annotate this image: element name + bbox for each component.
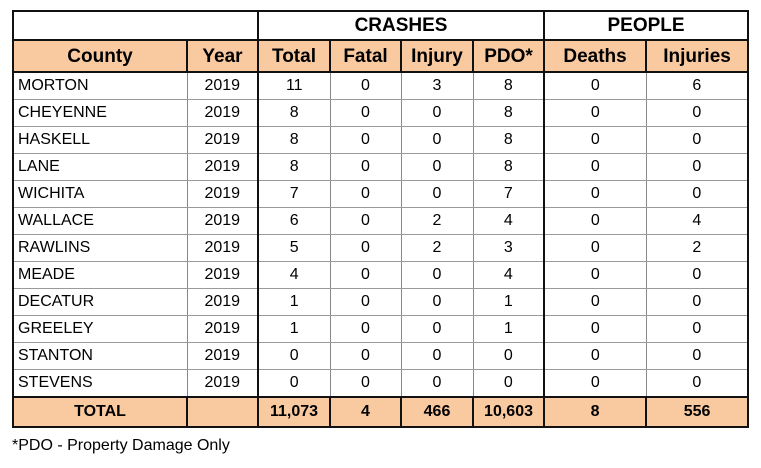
cell-injury: 0 [401, 154, 473, 181]
cell-county: WICHITA [13, 181, 187, 208]
total-crashes: 11,073 [258, 397, 330, 427]
cell-injury: 0 [401, 370, 473, 398]
table-row [13, 72, 748, 100]
cell-injuries: 0 [646, 370, 748, 398]
table-row [13, 154, 748, 181]
cell-county: GREELEY [13, 316, 187, 343]
cell-fatal: 0 [330, 262, 401, 289]
people-group-header: PEOPLE [544, 11, 748, 40]
cell-injury: 0 [401, 181, 473, 208]
col-header-injuries: Injuries [646, 40, 748, 72]
crash-table [12, 10, 749, 428]
table-row [13, 127, 748, 154]
cell-deaths: 0 [544, 72, 646, 100]
cell-pdo: 0 [473, 343, 544, 370]
cell-year: 2019 [187, 72, 258, 100]
cell-deaths: 0 [544, 235, 646, 262]
cell-deaths: 0 [544, 343, 646, 370]
cell-pdo: 8 [473, 100, 544, 127]
cell-injury: 2 [401, 235, 473, 262]
cell-county: LANE [13, 154, 187, 181]
cell-deaths: 0 [544, 127, 646, 154]
column-header-row [13, 40, 748, 72]
cell-county: CHEYENNE [13, 100, 187, 127]
col-header-deaths: Deaths [544, 40, 646, 72]
cell-deaths: 0 [544, 181, 646, 208]
col-header-total: Total [258, 40, 330, 72]
table-row [13, 235, 748, 262]
cell-fatal: 0 [330, 72, 401, 100]
cell-deaths: 0 [544, 289, 646, 316]
cell-county: MEADE [13, 262, 187, 289]
cell-pdo: 1 [473, 316, 544, 343]
cell-fatal: 0 [330, 208, 401, 235]
col-header-fatal: Fatal [330, 40, 401, 72]
cell-year: 2019 [187, 181, 258, 208]
table-row [13, 343, 748, 370]
total-fatal: 4 [330, 397, 401, 427]
cell-deaths: 0 [544, 100, 646, 127]
cell-year: 2019 [187, 316, 258, 343]
cell-county: DECATUR [13, 289, 187, 316]
total-injury: 466 [401, 397, 473, 427]
cell-county: HASKELL [13, 127, 187, 154]
cell-fatal: 0 [330, 100, 401, 127]
cell-total: 8 [258, 154, 330, 181]
cell-fatal: 0 [330, 127, 401, 154]
table-row [13, 370, 748, 398]
cell-pdo: 8 [473, 72, 544, 100]
cell-injuries: 0 [646, 100, 748, 127]
cell-pdo: 0 [473, 370, 544, 398]
cell-pdo: 7 [473, 181, 544, 208]
cell-injury: 0 [401, 127, 473, 154]
cell-injury: 0 [401, 262, 473, 289]
cell-deaths: 0 [544, 316, 646, 343]
cell-pdo: 4 [473, 262, 544, 289]
crashes-group-header: CRASHES [258, 11, 544, 40]
cell-pdo: 8 [473, 154, 544, 181]
cell-injury: 2 [401, 208, 473, 235]
cell-total: 6 [258, 208, 330, 235]
total-year [187, 397, 258, 427]
cell-fatal: 0 [330, 235, 401, 262]
cell-deaths: 0 [544, 154, 646, 181]
cell-deaths: 0 [544, 208, 646, 235]
cell-injury: 0 [401, 316, 473, 343]
cell-year: 2019 [187, 343, 258, 370]
cell-injuries: 0 [646, 343, 748, 370]
cell-total: 8 [258, 100, 330, 127]
cell-total: 1 [258, 316, 330, 343]
table-row [13, 316, 748, 343]
total-deaths: 8 [544, 397, 646, 427]
cell-deaths: 0 [544, 262, 646, 289]
cell-injuries: 0 [646, 289, 748, 316]
cell-year: 2019 [187, 370, 258, 398]
cell-injuries: 0 [646, 127, 748, 154]
cell-total: 0 [258, 343, 330, 370]
cell-total: 0 [258, 370, 330, 398]
table-row [13, 208, 748, 235]
cell-total: 1 [258, 289, 330, 316]
cell-year: 2019 [187, 262, 258, 289]
cell-pdo: 3 [473, 235, 544, 262]
cell-injury: 3 [401, 72, 473, 100]
table-body [13, 72, 748, 397]
cell-year: 2019 [187, 154, 258, 181]
cell-injuries: 2 [646, 235, 748, 262]
cell-fatal: 0 [330, 316, 401, 343]
cell-fatal: 0 [330, 370, 401, 398]
cell-injuries: 6 [646, 72, 748, 100]
cell-county: RAWLINS [13, 235, 187, 262]
cell-year: 2019 [187, 289, 258, 316]
cell-county: STANTON [13, 343, 187, 370]
cell-injuries: 4 [646, 208, 748, 235]
cell-injuries: 0 [646, 316, 748, 343]
cell-total: 4 [258, 262, 330, 289]
cell-fatal: 0 [330, 289, 401, 316]
cell-pdo: 4 [473, 208, 544, 235]
group-header-row [13, 11, 748, 40]
cell-injury: 0 [401, 100, 473, 127]
total-row [13, 397, 748, 427]
cell-fatal: 0 [330, 154, 401, 181]
blank-header-cell [13, 11, 258, 40]
cell-total: 8 [258, 127, 330, 154]
cell-county: STEVENS [13, 370, 187, 398]
cell-injury: 0 [401, 289, 473, 316]
footnote: *PDO - Property Damage Only [12, 437, 230, 454]
table-row [13, 289, 748, 316]
cell-total: 11 [258, 72, 330, 100]
cell-year: 2019 [187, 100, 258, 127]
col-header-county: County [13, 40, 187, 72]
total-label: TOTAL [13, 397, 187, 427]
cell-injuries: 0 [646, 181, 748, 208]
cell-injuries: 0 [646, 262, 748, 289]
cell-fatal: 0 [330, 343, 401, 370]
total-pdo: 10,603 [473, 397, 544, 427]
col-header-injury: Injury [401, 40, 473, 72]
cell-year: 2019 [187, 235, 258, 262]
table-row [13, 262, 748, 289]
cell-pdo: 1 [473, 289, 544, 316]
table-row [13, 100, 748, 127]
cell-county: WALLACE [13, 208, 187, 235]
col-header-pdo: PDO* [473, 40, 544, 72]
cell-year: 2019 [187, 127, 258, 154]
cell-injury: 0 [401, 343, 473, 370]
cell-total: 5 [258, 235, 330, 262]
cell-county: MORTON [13, 72, 187, 100]
col-header-year: Year [187, 40, 258, 72]
table-row [13, 181, 748, 208]
cell-injuries: 0 [646, 154, 748, 181]
total-injuries: 556 [646, 397, 748, 427]
cell-total: 7 [258, 181, 330, 208]
cell-deaths: 0 [544, 370, 646, 398]
cell-pdo: 8 [473, 127, 544, 154]
cell-year: 2019 [187, 208, 258, 235]
cell-fatal: 0 [330, 181, 401, 208]
